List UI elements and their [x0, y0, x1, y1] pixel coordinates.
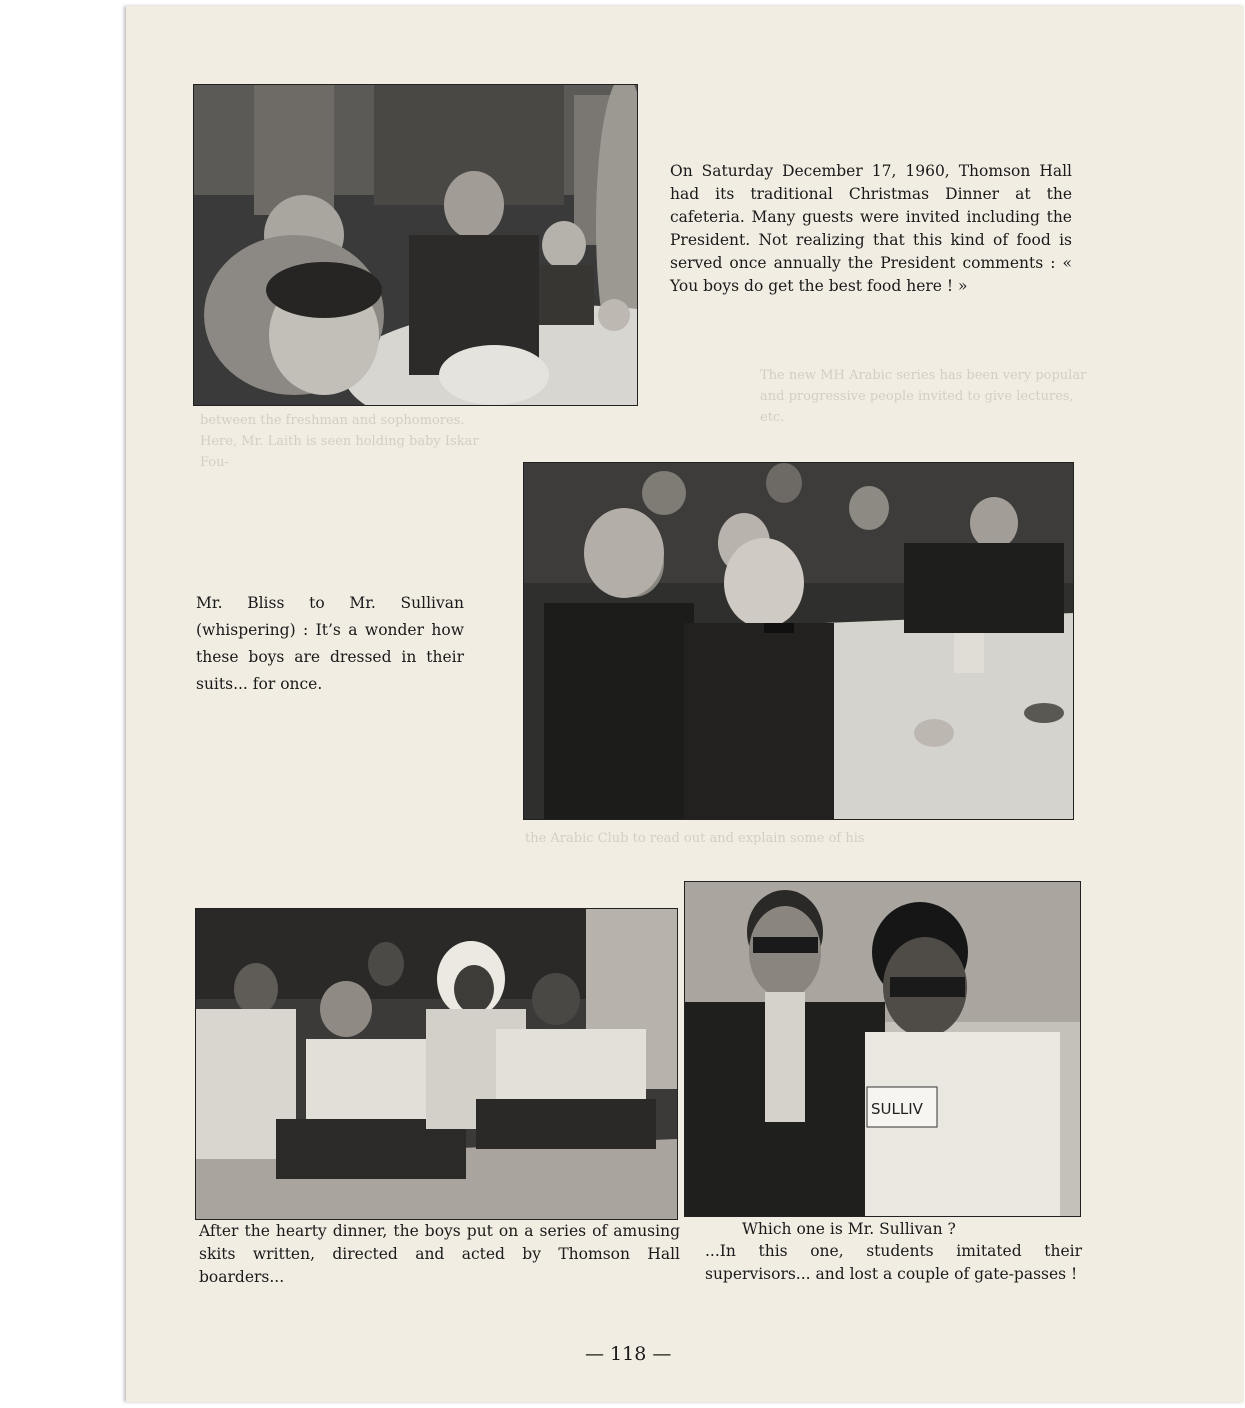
page-number: — 118 —: [585, 1343, 672, 1365]
bleed-through-text: The new MH Arabic series has been very popular and progressive people invited to give lectures, etc.: [760, 368, 1087, 425]
christmas-dinner-photo: [193, 84, 638, 406]
skits-photo: [195, 908, 678, 1220]
bleed-through-text: between the freshman and sophomores. Here, Mr. Laith is seen holding baby Iskar Fou-: [200, 413, 479, 470]
bliss-sullivan-photo: [523, 462, 1074, 820]
skit-name-sign: SULLIV: [871, 1100, 923, 1118]
bleed-through-text: the Arabic Club to read out and explain some of his: [525, 831, 865, 846]
which-one-heading: Which one is Mr. Sullivan ?: [742, 1220, 956, 1238]
which-one-caption: ...In this one, students imitated their supervisors... and lost a couple of gate-passes !: [705, 1242, 1082, 1283]
which-one-photo: [684, 881, 1081, 1217]
christmas-dinner-caption: On Saturday December 17, 1960, Thomson Hall had its traditional Christmas Dinner at the cafeteria. Many guests were invited including the President. Not realizing that this kind of food is served once annually the President comments : « You boys do get the best food here ! »: [670, 162, 1072, 295]
bliss-sullivan-caption: Mr. Bliss to Mr. Sullivan (whispering) : It’s a wonder how these boys are dressed in their suits... for once.: [196, 594, 464, 693]
skits-caption: After the hearty dinner, the boys put on a series of amusing skits written, directed and acted by Thomson Hall boarders...: [199, 1222, 680, 1286]
